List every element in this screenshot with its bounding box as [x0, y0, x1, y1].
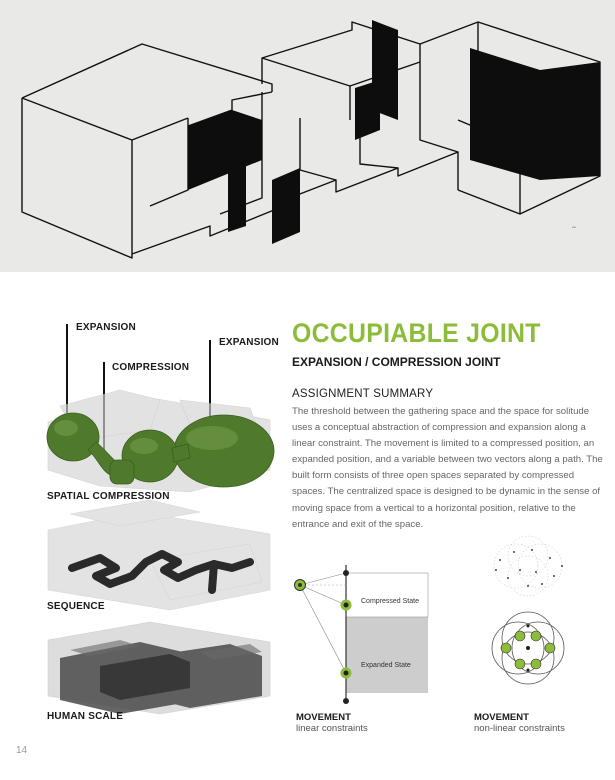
label-compressed-state: Compressed State — [361, 598, 419, 605]
label-expanded-state: Expanded State — [361, 662, 411, 669]
movement-linear-diagram — [290, 555, 450, 705]
caption-movement-nonlinear-title: MOVEMENT — [474, 712, 529, 723]
label-expansion-left: EXPANSION — [76, 322, 136, 333]
page-number: 14 — [16, 745, 28, 756]
label-spatial-compression: SPATIAL COMPRESSION — [47, 491, 170, 502]
movement-nonlinear-diagram — [470, 530, 600, 710]
caption-movement-linear-sub: linear constraints — [296, 723, 368, 734]
section-heading: ASSIGNMENT SUMMARY — [292, 388, 434, 400]
hero-sketch-image — [0, 0, 615, 272]
sketch-signature: ~ — [572, 224, 576, 232]
page-subtitle: EXPANSION / COMPRESSION JOINT — [292, 355, 501, 369]
caption-movement-linear-title: MOVEMENT — [296, 712, 351, 723]
sequence-model — [48, 500, 270, 610]
label-sequence: SEQUENCE — [47, 601, 105, 612]
caption-movement-nonlinear-sub: non-linear constraints — [474, 723, 565, 734]
label-expansion-right: EXPANSION — [219, 337, 279, 348]
isometric-line-drawing — [0, 0, 615, 272]
label-compression: COMPRESSION — [112, 362, 190, 373]
page-title: OCCUPIABLE JOINT — [292, 318, 541, 348]
label-human-scale: HUMAN SCALE — [47, 711, 124, 722]
compressed-state-box — [346, 573, 428, 617]
human-scale-model — [48, 622, 270, 714]
summary-paragraph: The threshold between the gathering space and the space for solitude uses a conceptual abstraction of compression and expansion along a linear constraint. The movement is limited to a compressed position, an expanded position, and a variable between two vectors along a path. The built form consists of three open spaces separated by compressed spaces. The centralized space is designed to be dynamic in the sense of moving space from a vertical to a horizontal position, relative to the entrance and exit of the space. — [292, 406, 603, 530]
spatial-compression-model — [47, 390, 274, 492]
